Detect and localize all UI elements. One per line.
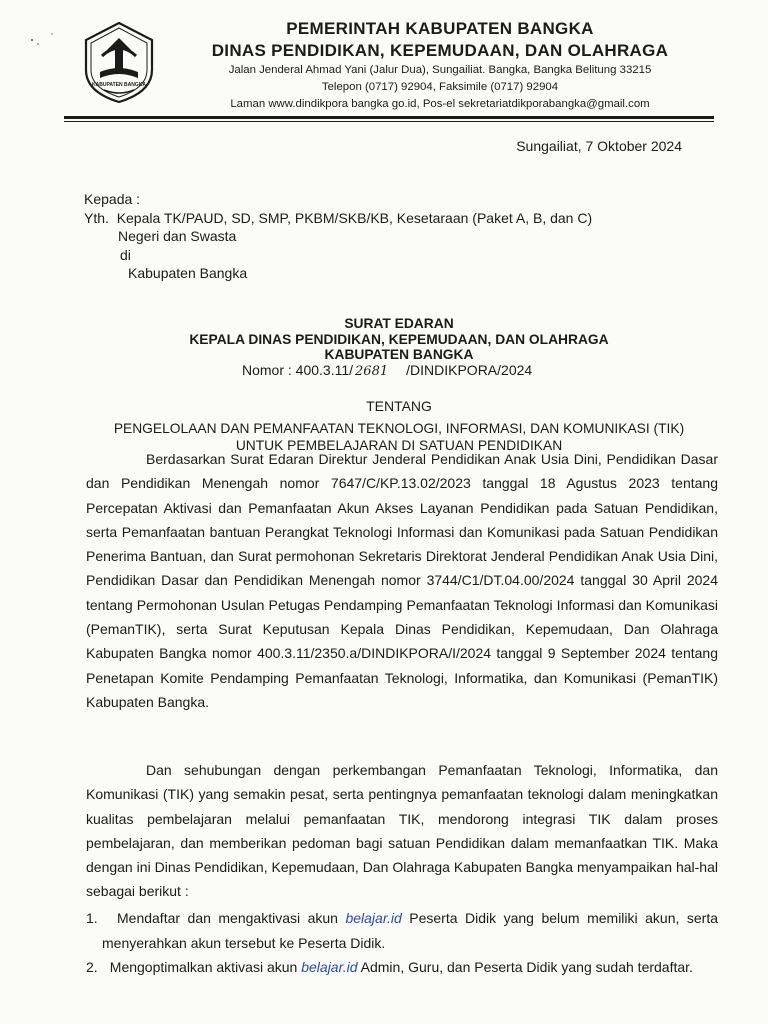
subject-line2: UNTUK PEMBELAJARAN DI SATUAN PENDIDIKAN bbox=[235, 438, 563, 453]
recipient-kepada: Kepada : bbox=[84, 191, 141, 207]
list-item bbox=[86, 955, 718, 980]
subject-line1: PENGELOLAAN DAN PEMANFAATAN TEKNOLOGI, INFORMASI, DAN KOMUNIKASI (TIK) bbox=[113, 421, 685, 436]
letterhead-phone: Telepon (0717) 92904, Faksimile (0717) 92904 bbox=[321, 81, 559, 93]
letterhead-rule-thin bbox=[64, 121, 714, 122]
recipient-line3: di bbox=[120, 246, 131, 263]
letter-number-suffix: /DINDIKPORA/2024 bbox=[406, 362, 533, 378]
recipient-line1 bbox=[84, 209, 592, 228]
letter-number-handwritten: 2681 bbox=[355, 364, 389, 379]
list-item-text: Mengoptimalkan aktivasi akun belajar.id Admin, Guru, dan Peserta Didik yang sudah terdaftar. bbox=[109, 959, 693, 975]
list-item-number: 1. bbox=[86, 910, 98, 926]
letterhead-web: Laman www.dindikpora bangka go.id, Pos-el sekretariatdikporabangka@gmail.com bbox=[230, 98, 650, 110]
recipient-line4: Kabupaten Bangka bbox=[128, 265, 248, 281]
tentang-heading: TENTANG bbox=[366, 398, 432, 414]
letterhead-government: PEMERINTAH KABUPATEN BANGKA bbox=[286, 19, 594, 38]
recipient-block bbox=[84, 190, 592, 283]
letter-number-label: Nomor : 400.3.11/ bbox=[242, 362, 354, 378]
circular-type: SURAT EDARAN bbox=[344, 316, 454, 331]
circular-region: KABUPATEN BANGKA bbox=[324, 347, 474, 362]
list-item-text: Mendaftar dan mengaktivasi akun belajar.id Peserta Didik yang belum memiliki akun, serta menyerahkan akun tersebut ke Peserta Didik. bbox=[102, 910, 719, 951]
circular-office: KEPALA DINAS PENDIDIKAN, KEPEMUDAAN, DAN OLAHRAGA bbox=[189, 331, 609, 347]
belajar-id-link[interactable]: belajar.id bbox=[345, 910, 402, 926]
circular-heading bbox=[84, 316, 714, 363]
recipient-title: Kepala TK/PAUD, SD, SMP, PKBM/SKB/KB, Kesetaraan (Paket A, B, dan C) bbox=[116, 209, 593, 226]
kabupaten-bangka-emblem-icon bbox=[80, 20, 158, 104]
letter-date: Sungailiat, 7 Oktober 2024 bbox=[516, 138, 682, 154]
svg-text:KABUPATEN BANGKA: KABUPATEN BANGKA bbox=[92, 82, 146, 88]
recipient-yth: Yth. bbox=[84, 209, 109, 226]
instruction-list bbox=[86, 906, 718, 980]
recipient-line2: Negeri dan Swasta bbox=[118, 228, 237, 244]
letterhead-rule-thick bbox=[64, 116, 714, 119]
letterhead-office: DINAS PENDIDIKAN, KEPEMUDAAN, DAN OLAHRAGA bbox=[211, 41, 669, 60]
body-paragraph-2: Dan sehubungan dengan perkembangan Pemanfaatan Teknologi, Informatika, dan Komunikasi (TIK) yang semakin pesat, serta pentingnya pemanfaatan teknologi dalam meningkatkan kualitas pembelajaran melalui pemanfaatan TIK, mendorong integrasi TIK dalam proses pembelajaran, dan memberikan pedoman bagi satuan Pendidikan dalam memanfaatkan TIK. Maka dengan ini Dinas Pendidikan, Kepemudaan, Dan Olahraga Kabupaten Bangka menyampaikan hal-hal sebagai berikut : bbox=[86, 762, 718, 900]
list-item bbox=[86, 906, 718, 955]
list-item-number: 2. bbox=[86, 959, 98, 975]
letter-number bbox=[242, 362, 532, 379]
scan-specks-icon bbox=[24, 30, 64, 50]
letterhead-address: Jalan Jenderal Ahmad Yani (Jalur Dua), Sungailiat. Bangka, Bangka Belitung 33215 bbox=[228, 64, 652, 76]
belajar-id-link[interactable]: belajar.id bbox=[301, 959, 358, 975]
body-paragraph-1: Berdasarkan Surat Edaran Direktur Jenderal Pendidikan Anak Usia Dini, Pendidikan Dasar dan Pendidikan Menengah nomor 7647/C/KP.13.02/2023 tanggal 18 Agustus 2023 tentang Percepatan Aktivasi dan Pemanfaatan Akun Akses Layanan Pendidikan pada Satuan Pendidikan, serta Pemanfaatan bantuan Perangkat Teknologi Informasi dan Komunikasi pada Satuan Pendidikan Penerima Bantuan, dan Surat permohonan Sekretaris Direktorat Jenderal Pendidikan Anak Usia Dini, Pendidikan Dasar dan Pendidikan Menengah nomor 3744/C1/DT.04.00/2024 tanggal 30 April 2024 tentang Permohonan Usulan Petugas Pendamping Pemanfaatan Teknologi Informasi dan Komunikasi (PemanTIK), serta Surat Keputusan Kepala Dinas Pendidikan, Kepemudaan, Dan Olahraga Kabupaten Bangka nomor 400.3.11/2350.a/DINDIKPORA/I/2024 tanggal 9 September 2024 tentang Penetapan Komite Pendamping Pemanfaatan Teknologi, Informatika, dan Komunikasi (PemanTIK) Kabupaten Bangka. bbox=[86, 451, 718, 710]
letterhead bbox=[160, 18, 720, 113]
